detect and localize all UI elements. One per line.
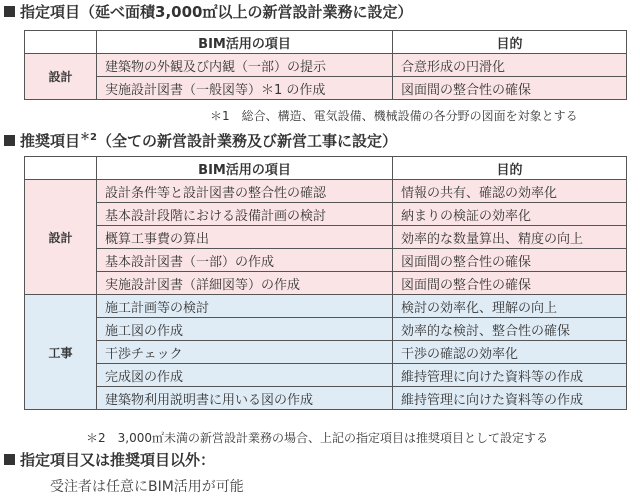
section3-body: 受注者は任意にBIM活用が可能 <box>50 479 244 495</box>
section2-heading <box>4 128 397 151</box>
item-cell: 概算工事費の算出 <box>97 226 393 249</box>
section2-title: 推奨項目 <box>20 132 81 150</box>
purpose-cell: 維持管理に向けた資料等の作成 <box>393 387 627 410</box>
empty-header-cell <box>25 31 97 54</box>
footnote-2: ＊2 3,000㎡未満の新営設計業務の場合、上記の指定項目は推奨項目として設定する <box>86 431 548 445</box>
section2-table <box>24 156 627 410</box>
category-cell: 工事 <box>25 295 97 410</box>
header-item: BIM活用の項目 <box>97 157 393 180</box>
purpose-cell: 効率的な数量算出、精度の向上 <box>393 226 627 249</box>
header-purpose: 目的 <box>393 31 627 54</box>
item-cell: 実施設計図書（一般図等）＊1 の作成 <box>97 77 393 100</box>
bullet-square-icon <box>4 6 15 17</box>
table-row <box>25 364 627 387</box>
header-purpose: 目的 <box>393 157 627 180</box>
purpose-cell: 図面間の整合性の確保 <box>393 272 627 295</box>
table-row <box>25 54 627 77</box>
item-cell: 基本設計段階における設備計画の検討 <box>97 203 393 226</box>
item-cell: 施工計画等の検討 <box>97 295 393 318</box>
table-row <box>25 318 627 341</box>
header-item: BIM活用の項目 <box>97 31 393 54</box>
table-row <box>25 203 627 226</box>
table-header-row <box>25 157 627 180</box>
purpose-cell: 合意形成の円滑化 <box>393 54 627 77</box>
item-cell: 建築物の外観及び内観（一部）の提示 <box>97 54 393 77</box>
category-cell: 設計 <box>25 54 97 100</box>
empty-header-cell <box>25 157 97 180</box>
category-cell: 設計 <box>25 180 97 295</box>
table-row <box>25 180 627 203</box>
table-row <box>25 272 627 295</box>
bullet-square-icon <box>4 454 15 465</box>
section3-title: 指定項目又は推奨項目以外： <box>20 451 216 469</box>
purpose-cell: 効率的な検討、整合性の確保 <box>393 318 627 341</box>
purpose-cell: 干渉の確認の効率化 <box>393 341 627 364</box>
purpose-cell: 図面間の整合性の確保 <box>393 77 627 100</box>
purpose-cell: 図面間の整合性の確保 <box>393 249 627 272</box>
table-row <box>25 77 627 100</box>
purpose-cell: 検討の効率化、理解の向上 <box>393 295 627 318</box>
purpose-cell: 納まりの検証の効率化 <box>393 203 627 226</box>
footnote-1: ＊1 総合、構造、電気設備、機械設備の各分野の図面を対象とする <box>210 109 578 123</box>
section1-table <box>24 30 627 100</box>
section3-heading <box>4 450 215 470</box>
section1-title: 指定項目（延べ面積3,000㎡以上の新営設計業務に設定） <box>20 3 413 21</box>
item-cell: 完成図の作成 <box>97 364 393 387</box>
item-cell: 施工図の作成 <box>97 318 393 341</box>
item-cell: 設計条件等と設計図書の整合性の確認 <box>97 180 393 203</box>
purpose-cell: 情報の共有、確認の効率化 <box>393 180 627 203</box>
item-cell: 建築物利用説明書に用いる図の作成 <box>97 387 393 410</box>
table-header-row <box>25 31 627 54</box>
item-cell: 実施設計図書（詳細図等）の作成 <box>97 272 393 295</box>
item-cell: 基本設計図書（一部）の作成 <box>97 249 393 272</box>
section2-title-tail: （全ての新営設計業務及び新営工事に設定） <box>96 132 397 150</box>
table-row <box>25 341 627 364</box>
section1-heading <box>4 2 412 22</box>
bullet-square-icon <box>4 135 15 146</box>
table-row <box>25 295 627 318</box>
table-row <box>25 226 627 249</box>
table-row <box>25 387 627 410</box>
item-cell: 干渉チェック <box>97 341 393 364</box>
purpose-cell: 維持管理に向けた資料等の作成 <box>393 364 627 387</box>
footnote-mark: ＊2 <box>80 132 97 143</box>
table-row <box>25 249 627 272</box>
